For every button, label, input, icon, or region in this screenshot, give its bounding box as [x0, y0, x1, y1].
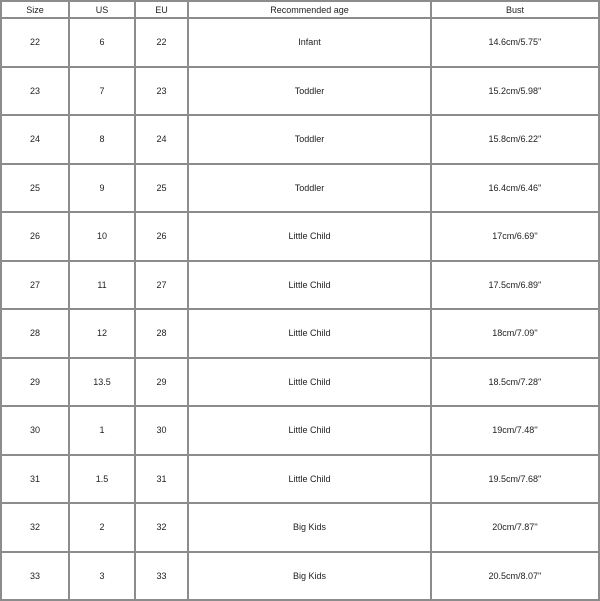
cell-eu: 33: [135, 552, 188, 601]
cell-size: 25: [1, 164, 69, 213]
cell-eu: 28: [135, 309, 188, 358]
table-row: [1, 503, 599, 552]
cell-us: 6: [69, 18, 135, 67]
cell-bust: 17.5cm/6.89'': [431, 261, 599, 310]
cell-us: 11: [69, 261, 135, 310]
table-body: [1, 18, 599, 600]
cell-bust: 19cm/7.48'': [431, 406, 599, 455]
cell-bust: 16.4cm/6.46'': [431, 164, 599, 213]
cell-recommended-age: Infant: [188, 18, 431, 67]
header-bust: Bust: [431, 1, 599, 18]
table-row: [1, 18, 599, 67]
cell-eu: 23: [135, 67, 188, 116]
table-row: [1, 455, 599, 504]
cell-size: 33: [1, 552, 69, 601]
cell-bust: 17cm/6.69'': [431, 212, 599, 261]
cell-bust: 14.6cm/5.75'': [431, 18, 599, 67]
table-row: [1, 164, 599, 213]
cell-recommended-age: Toddler: [188, 67, 431, 116]
cell-bust: 15.2cm/5.98'': [431, 67, 599, 116]
header-size: Size: [1, 1, 69, 18]
cell-us: 2: [69, 503, 135, 552]
cell-size: 29: [1, 358, 69, 407]
cell-us: 8: [69, 115, 135, 164]
header-recommended-age: Recommended age: [188, 1, 431, 18]
cell-bust: 20.5cm/8.07'': [431, 552, 599, 601]
cell-recommended-age: Little Child: [188, 358, 431, 407]
header-us: US: [69, 1, 135, 18]
cell-us: 1: [69, 406, 135, 455]
table-row: [1, 261, 599, 310]
cell-size: 28: [1, 309, 69, 358]
cell-eu: 22: [135, 18, 188, 67]
cell-eu: 27: [135, 261, 188, 310]
cell-recommended-age: Little Child: [188, 455, 431, 504]
table-row: [1, 309, 599, 358]
cell-size: 32: [1, 503, 69, 552]
cell-us: 3: [69, 552, 135, 601]
cell-bust: 18.5cm/7.28'': [431, 358, 599, 407]
cell-recommended-age: Little Child: [188, 261, 431, 310]
table-row: [1, 67, 599, 116]
cell-us: 1.5: [69, 455, 135, 504]
cell-recommended-age: Toddler: [188, 115, 431, 164]
table-row: [1, 212, 599, 261]
cell-bust: 18cm/7.09'': [431, 309, 599, 358]
cell-eu: 32: [135, 503, 188, 552]
cell-recommended-age: Little Child: [188, 406, 431, 455]
cell-eu: 29: [135, 358, 188, 407]
cell-bust: 19.5cm/7.68'': [431, 455, 599, 504]
cell-size: 26: [1, 212, 69, 261]
cell-eu: 26: [135, 212, 188, 261]
cell-bust: 15.8cm/6.22'': [431, 115, 599, 164]
table-row: [1, 406, 599, 455]
table-row: [1, 115, 599, 164]
header-eu: EU: [135, 1, 188, 18]
table-row: [1, 552, 599, 601]
cell-us: 10: [69, 212, 135, 261]
cell-eu: 24: [135, 115, 188, 164]
cell-eu: 31: [135, 455, 188, 504]
cell-size: 30: [1, 406, 69, 455]
header-row: [1, 1, 599, 18]
cell-recommended-age: Toddler: [188, 164, 431, 213]
cell-bust: 20cm/7.87'': [431, 503, 599, 552]
cell-us: 13.5: [69, 358, 135, 407]
cell-recommended-age: Big Kids: [188, 503, 431, 552]
cell-size: 23: [1, 67, 69, 116]
cell-eu: 25: [135, 164, 188, 213]
cell-recommended-age: Little Child: [188, 309, 431, 358]
cell-size: 22: [1, 18, 69, 67]
cell-eu: 30: [135, 406, 188, 455]
cell-size: 24: [1, 115, 69, 164]
cell-us: 7: [69, 67, 135, 116]
cell-us: 9: [69, 164, 135, 213]
table-row: [1, 358, 599, 407]
cell-size: 31: [1, 455, 69, 504]
cell-recommended-age: Little Child: [188, 212, 431, 261]
cell-size: 27: [1, 261, 69, 310]
cell-us: 12: [69, 309, 135, 358]
cell-recommended-age: Big Kids: [188, 552, 431, 601]
